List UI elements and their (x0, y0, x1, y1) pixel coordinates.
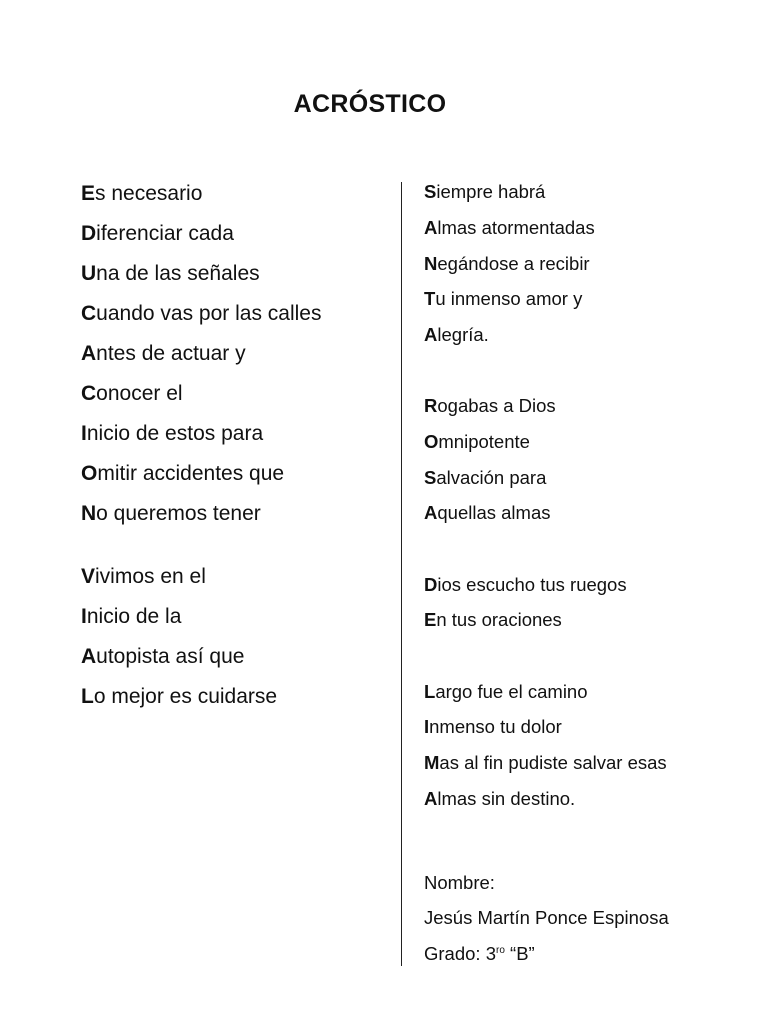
acrostic-line (81, 565, 206, 589)
line-text: nmenso tu dolor (429, 716, 562, 737)
acrostic-line (81, 685, 277, 709)
line-initial: U (81, 262, 97, 285)
acrostic-line (81, 462, 284, 486)
line-initial: M (424, 752, 440, 773)
line-text: uando vas por las calles (96, 302, 322, 325)
line-text: ios escucho tus ruegos (437, 574, 627, 595)
line-initial: D (81, 222, 97, 245)
line-initial: O (81, 462, 98, 485)
line-text: iferenciar cada (96, 222, 234, 245)
student-name: Jesús Martín Ponce Espinosa (424, 907, 669, 928)
line-text: lmas atormentadas (437, 217, 595, 238)
line-text: ivimos en el (95, 565, 206, 588)
line-initial: O (424, 431, 439, 452)
line-initial: T (424, 288, 436, 309)
line-text: o queremos tener (96, 502, 261, 525)
acrostic-line (81, 262, 260, 286)
line-initial: R (424, 395, 438, 416)
line-initial: V (81, 565, 96, 588)
line-text: argo fue el camino (435, 681, 588, 702)
acrostic-line (424, 681, 588, 703)
line-initial: E (81, 182, 96, 205)
line-text: onocer el (96, 382, 183, 405)
line-text: u inmenso amor y (435, 288, 583, 309)
acrostic-line (424, 395, 556, 417)
line-text: egándose a recibir (437, 253, 590, 274)
line-text: utopista así que (96, 645, 245, 668)
grade-line (424, 943, 535, 965)
acrostic-line (81, 502, 261, 526)
line-text: o mejor es cuidarse (93, 685, 278, 708)
acrostic-line (424, 217, 595, 239)
line-initial: C (81, 382, 97, 405)
line-initial: E (424, 609, 437, 630)
line-initial: S (424, 181, 437, 202)
acrostic-line (81, 342, 246, 366)
grade-superscript: ro (496, 944, 505, 956)
line-text: alvación para (436, 467, 547, 488)
line-initial: A (424, 324, 438, 345)
name-label: Nombre: (424, 872, 495, 893)
acrostic-line (424, 788, 575, 810)
acrostic-line (81, 645, 244, 669)
line-initial: N (81, 502, 97, 525)
line-text: iempre habrá (436, 181, 546, 202)
line-text: ntes de actuar y (96, 342, 246, 365)
line-text: n tus oraciones (436, 609, 562, 630)
document-title: ACRÓSTICO (293, 90, 447, 118)
acrostic-line (81, 182, 202, 206)
line-initial: A (81, 645, 97, 668)
acrostic-line (81, 422, 263, 446)
line-initial: C (81, 302, 97, 325)
acrostic-line (424, 752, 667, 774)
acrostic-line (81, 382, 183, 406)
line-initial: I (424, 716, 430, 737)
line-initial: A (424, 788, 438, 809)
line-text: nicio de la (86, 605, 182, 628)
line-text: na de las señales (96, 262, 260, 285)
line-initial: S (424, 467, 437, 488)
acrostic-line (424, 253, 590, 275)
line-initial: N (424, 253, 438, 274)
acrostic-line (424, 181, 545, 203)
line-text: as al fin pudiste salvar esas (439, 752, 667, 773)
line-initial: I (81, 605, 87, 628)
acrostic-line (424, 467, 546, 489)
acrostic-line (424, 502, 551, 524)
acrostic-line (424, 609, 562, 631)
line-initial: A (424, 502, 438, 523)
acrostic-line (424, 431, 530, 453)
column-divider (401, 182, 402, 966)
line-text: mitir accidentes que (97, 462, 285, 485)
acrostic-line (81, 222, 234, 246)
acrostic-line (81, 302, 321, 326)
line-text: quellas almas (437, 502, 551, 523)
line-text: nicio de estos para (86, 422, 264, 445)
line-text: legría. (437, 324, 489, 345)
line-text: lmas sin destino. (437, 788, 576, 809)
grade-prefix: Grado: 3 (424, 943, 496, 964)
line-text: mnipotente (438, 431, 530, 452)
line-initial: D (424, 574, 438, 595)
acrostic-line (424, 288, 582, 310)
line-initial: A (424, 217, 438, 238)
acrostic-line (81, 605, 181, 629)
acrostic-line (424, 574, 627, 596)
line-initial: L (81, 685, 94, 708)
line-initial: A (81, 342, 97, 365)
line-text: ogabas a Dios (437, 395, 556, 416)
line-text: s necesario (95, 182, 203, 205)
line-initial: L (424, 681, 436, 702)
grade-suffix: “B” (504, 943, 535, 964)
acrostic-line (424, 716, 562, 738)
line-initial: I (81, 422, 87, 445)
acrostic-line (424, 324, 489, 346)
